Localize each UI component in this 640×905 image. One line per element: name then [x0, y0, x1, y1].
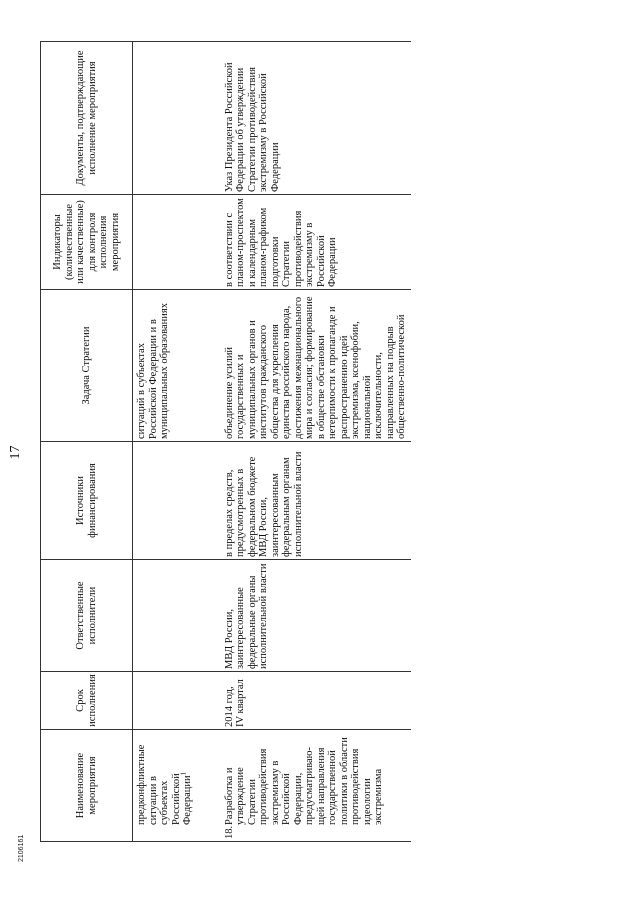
table-row: [133, 42, 221, 842]
cell-executors: [133, 560, 221, 672]
cell-indicators: [133, 195, 221, 290]
cell-funding: в пределах средств, предусмотренных в федеральном бюджете МВД России, заинтересованным федеральным органам исполнительной власти: [221, 442, 411, 560]
header-documents: Документы, подтверждающие исполнение мероприятия: [41, 42, 133, 195]
header-executors: Ответственные исполнители: [41, 560, 133, 672]
cell-documents: [133, 42, 221, 195]
footnote-mark: 1: [179, 771, 188, 776]
header-term: Срок исполнения: [41, 672, 133, 730]
header-funding: Источники финансирования: [41, 442, 133, 560]
header-task: Задача Стратегии: [41, 290, 133, 442]
cell-indicators: в соответствии с планом-проспектом и календарным планом-графиком подготовки Стратегии противодействия экстремизму в Российской Федерации: [221, 195, 411, 290]
row-name-text: Разработка и утверждение Стратегии противодействия экстремизму в Российской Федерации, предусматриваю-щей направления государственной политики в области противодействия идеологии экстремизма: [223, 737, 384, 825]
measures-table: [40, 41, 411, 842]
cell-task: объединение усилий государственных и муниципальных органов и институтов гражданского общества для укрепления единства российского народа, достижения межнационального мира и согласия; формирование в обществе обстановки нетерпимости к пропаганде и распространению идей экстремизма, ксенофобии, национальной исключительности, направленных на подрыв общественно-политической: [221, 290, 411, 442]
cell-term: 2014 год, IV квартал: [221, 672, 411, 730]
row-number: 18.: [223, 825, 235, 839]
document-code: 2106161: [18, 834, 25, 862]
cell-task: ситуаций в субъектах Российской Федерации и в муниципальных образованиях: [133, 290, 221, 442]
cell-documents: Указ Президента Российской Федерации об утверждении Стратегии противодействия экстремизму в Российской Федерации: [221, 42, 411, 195]
header-name: Наименование мероприятия: [41, 730, 133, 842]
cell-term: [133, 672, 221, 730]
row-number: [136, 825, 194, 839]
cell-name: [133, 730, 221, 842]
cell-funding: [133, 442, 221, 560]
cell-executors: МВД России, заинтересованные федеральные органы исполнительной власти: [221, 560, 411, 672]
cell-name: [221, 730, 411, 842]
table-header-row: [41, 42, 133, 842]
row-name-text: предконфликтные ситуации в субъектах Российской Федерации: [136, 744, 193, 825]
table-row: [221, 42, 411, 842]
header-indicators: Индикаторы (количественные или качественные) для контроля исполнения мероприятия: [41, 195, 133, 290]
page-number: 17: [8, 445, 23, 460]
